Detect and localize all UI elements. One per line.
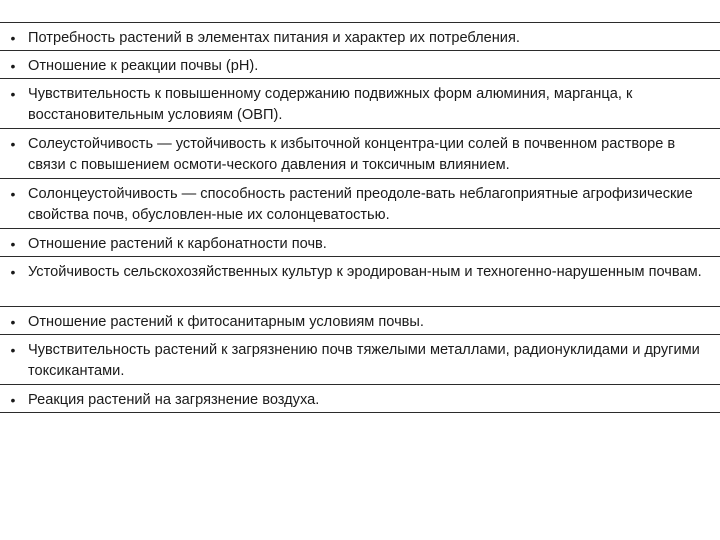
- list-item-text: Отношение растений к карбонатности почв.: [28, 236, 327, 252]
- list-item: [0, 179, 720, 229]
- bullet-icon: •: [10, 30, 16, 46]
- list-item: [0, 79, 720, 129]
- list-item: [0, 129, 720, 179]
- bullet-icon: •: [10, 236, 16, 252]
- list-item-text: Чувствительность к повышенному содержанию подвижных форм алюминия, марганца, к восстановительным условиям (ОВП).: [28, 86, 633, 123]
- list-item-text: Солонцеустойчивость — способность растений преодоле-вать неблагоприятные агрофизические свойства почв, обусловлен-ные их солонцеватостью.: [28, 186, 693, 223]
- bullet-icon: •: [10, 186, 16, 202]
- list-item: [0, 335, 720, 385]
- list-item: [0, 257, 720, 307]
- list-item-text: Чувствительность растений к загрязнению почв тяжелыми металлами, радионуклидами и другими токсикантами.: [28, 342, 700, 379]
- list-item: [0, 229, 720, 257]
- list-item-text: Отношение растений к фитосанитарным условиям почвы.: [28, 314, 424, 330]
- bullet-icon: •: [10, 136, 16, 152]
- bullet-icon: •: [10, 86, 16, 102]
- list-item-text: Отношение к реакции почвы (рН).: [28, 58, 259, 74]
- list-item: [0, 385, 720, 413]
- bullet-icon: •: [10, 392, 16, 408]
- list-item: [0, 307, 720, 335]
- bullet-icon: •: [10, 342, 16, 358]
- list-item-text: Устойчивость сельскохозяйственных культур к эродирован-ным и техногенно-нарушенным почвам.: [28, 264, 702, 280]
- bullet-list: [0, 22, 720, 413]
- list-item: [0, 51, 720, 79]
- bullet-icon: •: [10, 264, 16, 280]
- list-item: [0, 23, 720, 51]
- list-item-text: Потребность растений в элементах питания и характер их потребления.: [28, 30, 520, 46]
- list-item-text: Реакция растений на загрязнение воздуха.: [28, 392, 320, 408]
- bullet-icon: •: [10, 58, 16, 74]
- bullet-icon: •: [10, 314, 16, 330]
- list-item-text: Солеустойчивость — устойчивость к избыточной концентра-ции солей в почвенном растворе в связи с повышением осмоти-ческого давления и токсичным влиянием.: [28, 136, 676, 173]
